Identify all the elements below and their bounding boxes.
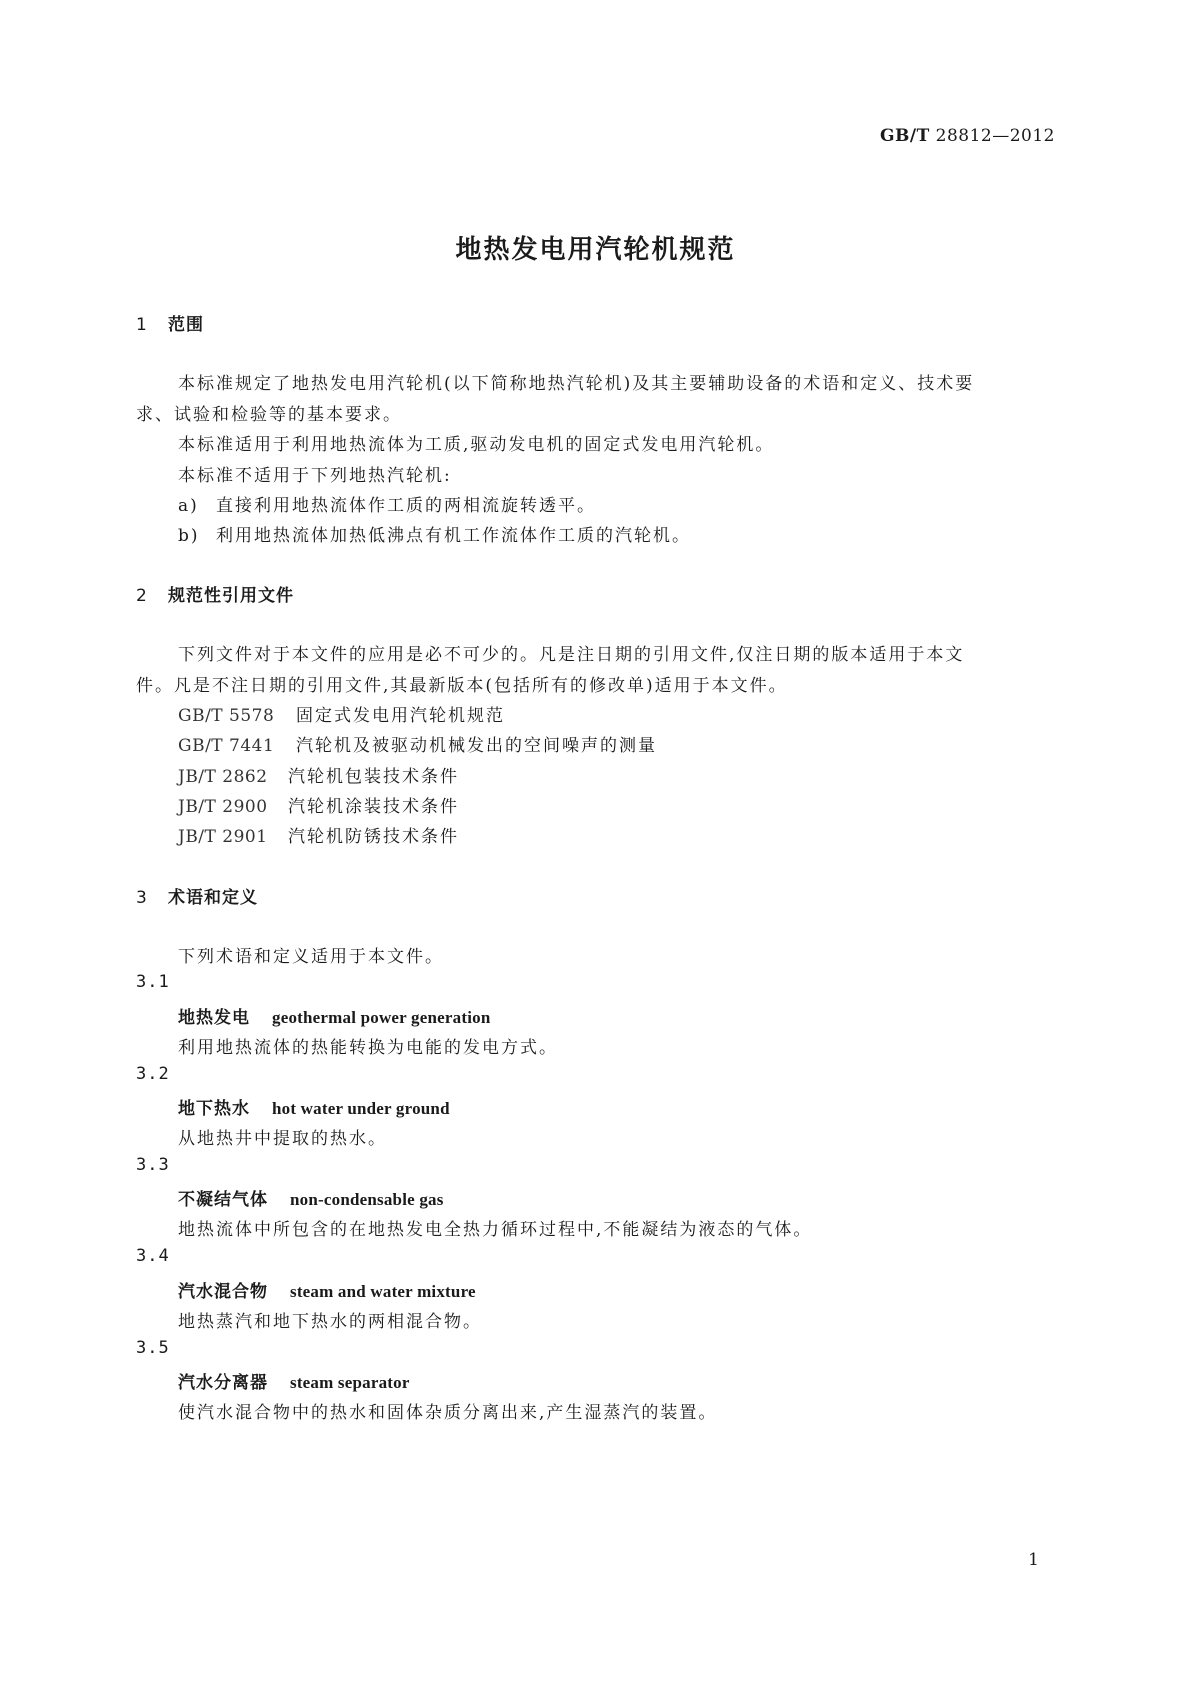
reference-code: GB/T 7441 — [178, 736, 275, 756]
term-number: 3.3 — [136, 1155, 170, 1175]
term-heading — [178, 1094, 450, 1119]
paragraph: 本标准适用于利用地热流体为工质,驱动发电机的固定式发电用汽轮机。 — [178, 435, 775, 455]
paragraph: 本标准不适用于下列地热汽轮机: — [178, 466, 452, 486]
term-en: non-condensable gas — [290, 1190, 444, 1209]
term-heading — [178, 1185, 444, 1210]
term-definition: 使汽水混合物中的热水和固体杂质分离出来,产生湿蒸汽的装置。 — [178, 1403, 718, 1423]
list-marker: a) — [178, 496, 199, 516]
reference-code: JB/T 2900 — [178, 797, 268, 817]
section-1-heading — [136, 310, 204, 335]
term-definition: 利用地热流体的热能转换为电能的发电方式。 — [178, 1038, 558, 1058]
paragraph-continuation: 件。凡是不注日期的引用文件,其最新版本(包括所有的修改单)适用于本文件。 — [136, 676, 788, 696]
term-number: 3.4 — [136, 1246, 170, 1266]
list-item — [178, 521, 691, 546]
reference-title: 汽轮机及被驱动机械发出的空间噪声的测量 — [296, 736, 657, 756]
term-heading — [178, 1368, 410, 1393]
section-title: 范围 — [168, 315, 204, 335]
reference-title: 固定式发电用汽轮机规范 — [296, 706, 505, 726]
term-number: 3.5 — [136, 1338, 170, 1358]
document-title: 地热发电用汽轮机规范 — [455, 235, 736, 265]
section-number: 1 — [136, 315, 148, 335]
term-en: hot water under ground — [272, 1099, 450, 1118]
paragraph-continuation: 求、试验和检验等的基本要求。 — [136, 405, 402, 425]
reference-title: 汽轮机防锈技术条件 — [288, 827, 459, 847]
term-zh: 汽水混合物 — [178, 1282, 268, 1302]
list-item-text: 利用地热流体加热低沸点有机工作流体作工质的汽轮机。 — [216, 526, 691, 546]
reference-code: JB/T 2862 — [178, 767, 268, 787]
paragraph: 本标准规定了地热发电用汽轮机(以下简称地热汽轮机)及其主要辅助设备的术语和定义、技术要 — [178, 374, 975, 394]
reference-item — [178, 792, 459, 817]
paragraph: 下列文件对于本文件的应用是必不可少的。凡是注日期的引用文件,仅注日期的版本适用于本文 — [178, 645, 965, 665]
reference-item — [178, 822, 459, 847]
reference-code: GB/T 5578 — [178, 706, 275, 726]
term-number: 3.2 — [136, 1064, 170, 1084]
reference-code: JB/T 2901 — [178, 827, 268, 847]
term-en: geothermal power generation — [272, 1008, 491, 1027]
term-number: 3.1 — [136, 972, 170, 992]
list-marker: b) — [178, 526, 200, 546]
term-heading — [178, 1277, 476, 1302]
term-definition: 从地热井中提取的热水。 — [178, 1129, 387, 1149]
standard-code-number: 28812—2012 — [935, 126, 1055, 146]
term-definition: 地热蒸汽和地下热水的两相混合物。 — [178, 1312, 482, 1332]
reference-item — [178, 762, 459, 787]
term-en: steam separator — [290, 1373, 410, 1392]
term-en: steam and water mixture — [290, 1282, 476, 1301]
paragraph: 下列术语和定义适用于本文件。 — [178, 947, 444, 967]
term-definition: 地热流体中所包含的在地热发电全热力循环过程中,不能凝结为液态的气体。 — [178, 1220, 813, 1240]
reference-title: 汽轮机涂装技术条件 — [288, 797, 459, 817]
standard-code — [880, 126, 1055, 146]
term-zh: 地下热水 — [178, 1099, 250, 1119]
standard-code-prefix: GB/T — [880, 126, 930, 146]
reference-item — [178, 731, 657, 756]
reference-title: 汽轮机包装技术条件 — [288, 767, 459, 787]
term-zh: 汽水分离器 — [178, 1373, 268, 1393]
section-number: 3 — [136, 888, 148, 908]
section-number: 2 — [136, 586, 148, 606]
section-2-heading — [136, 581, 294, 606]
term-heading — [178, 1003, 490, 1028]
section-3-heading — [136, 883, 258, 908]
term-zh: 不凝结气体 — [178, 1190, 268, 1210]
reference-item — [178, 701, 505, 726]
term-zh: 地热发电 — [178, 1008, 250, 1028]
list-item — [178, 491, 596, 516]
list-item-text: 直接利用地热流体作工质的两相流旋转透平。 — [216, 496, 596, 516]
page-number: 1 — [1028, 1550, 1039, 1570]
section-title: 规范性引用文件 — [168, 586, 294, 606]
section-title: 术语和定义 — [168, 888, 258, 908]
